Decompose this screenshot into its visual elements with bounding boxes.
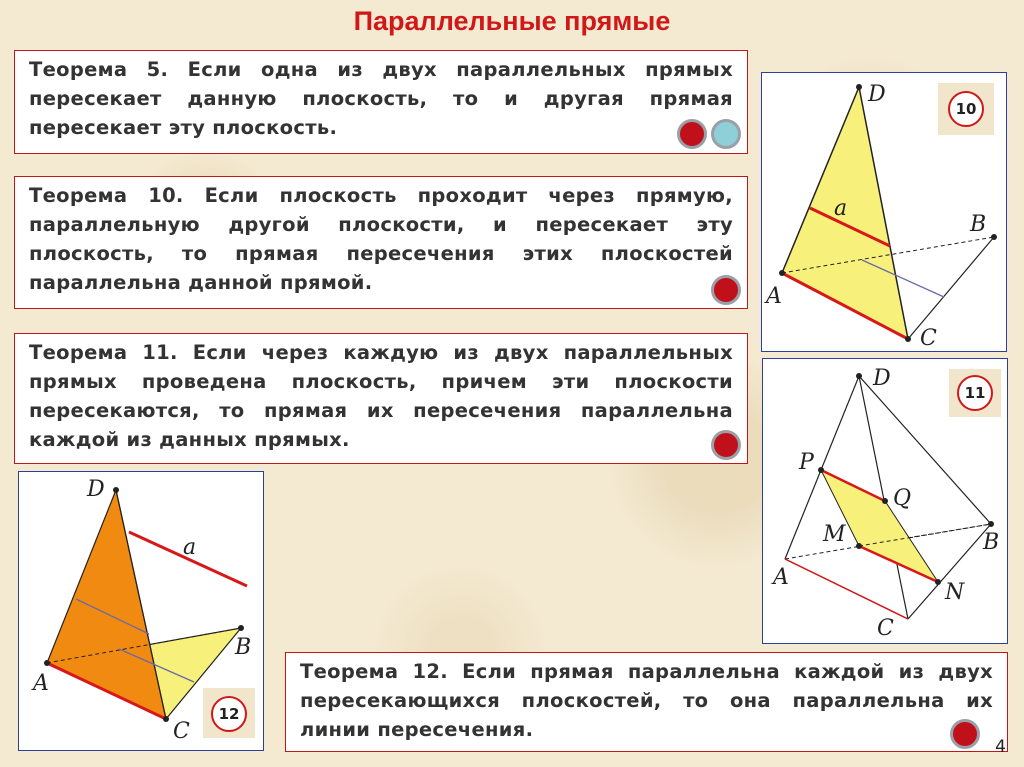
figure-11: [762, 358, 1008, 644]
theorem-11-name: Теорема 11.: [29, 341, 178, 364]
label-a-line: a: [834, 196, 848, 221]
figure-12: [18, 471, 264, 751]
teal-nav-button[interactable]: [711, 119, 741, 149]
figure-11-badge: 11: [957, 375, 993, 411]
theorem-10-text: Теорема 10. Если плоскость проходит через прямую, параллельную другой плоскости, и пересекает эту плоскость, то прямая пересечения этих плоскостей параллельна данной прямой.: [29, 184, 734, 294]
label-m: M: [823, 522, 846, 547]
line-ac: [785, 559, 908, 619]
theorem-5-box: [14, 50, 748, 154]
red-nav-button[interactable]: [677, 119, 707, 149]
label-p: P: [799, 450, 814, 475]
label-q: Q: [893, 486, 912, 511]
page-number: 4: [995, 737, 1006, 757]
label-b: B: [983, 530, 1000, 555]
label-b: B: [235, 635, 252, 660]
theorem-11-box: [14, 333, 748, 464]
theorem-11-nav-button[interactable]: [711, 430, 741, 460]
label-a-line: a: [183, 535, 197, 560]
label-a: A: [766, 284, 782, 309]
figure-12-badge: 12: [211, 696, 247, 732]
theorem-12-name: Теорема 12.: [300, 660, 448, 683]
theorem-12-box: [285, 652, 1008, 752]
label-c: C: [920, 326, 937, 350]
theorem-10-name: Теорема 10.: [29, 184, 184, 207]
label-n: N: [945, 580, 965, 605]
label-a: A: [33, 671, 49, 696]
theorem-5-text: Теорема 5. Если одна из двух параллельных прямых пересекает данную плоскость, то и другая прямая пересекает эту плоскость.: [29, 58, 733, 139]
label-a: A: [773, 565, 789, 590]
theorem-10-nav-button[interactable]: [711, 275, 741, 305]
label-d: D: [873, 366, 891, 391]
figure-10: [761, 72, 1007, 352]
line-cb: [908, 237, 994, 339]
theorem-10-box: [14, 176, 748, 309]
theorem-5-name: Теорема 5.: [29, 58, 169, 81]
label-c: C: [877, 616, 894, 641]
figure-10-badge: 10: [948, 91, 984, 127]
label-b: B: [970, 212, 987, 237]
label-d: D: [868, 82, 886, 107]
page-title: Параллельные прямые: [353, 6, 671, 36]
label-c: C: [173, 719, 190, 744]
theorem-12-text: Теорема 12. Если прямая параллельна каждой из двух пересекающихся плоскостей, то она параллельна их линии пересечения.: [300, 660, 993, 741]
label-d: D: [87, 477, 105, 502]
orange-plane: [47, 490, 166, 719]
theorem-11-text: Теорема 11. Если через каждую из двух параллельных прямых проведена плоскость, причем эти плоскости пересекаются, то прямая их пересечения параллельна каждой из данных прямых.: [29, 341, 733, 451]
theorem-12-nav-button[interactable]: [950, 719, 980, 749]
